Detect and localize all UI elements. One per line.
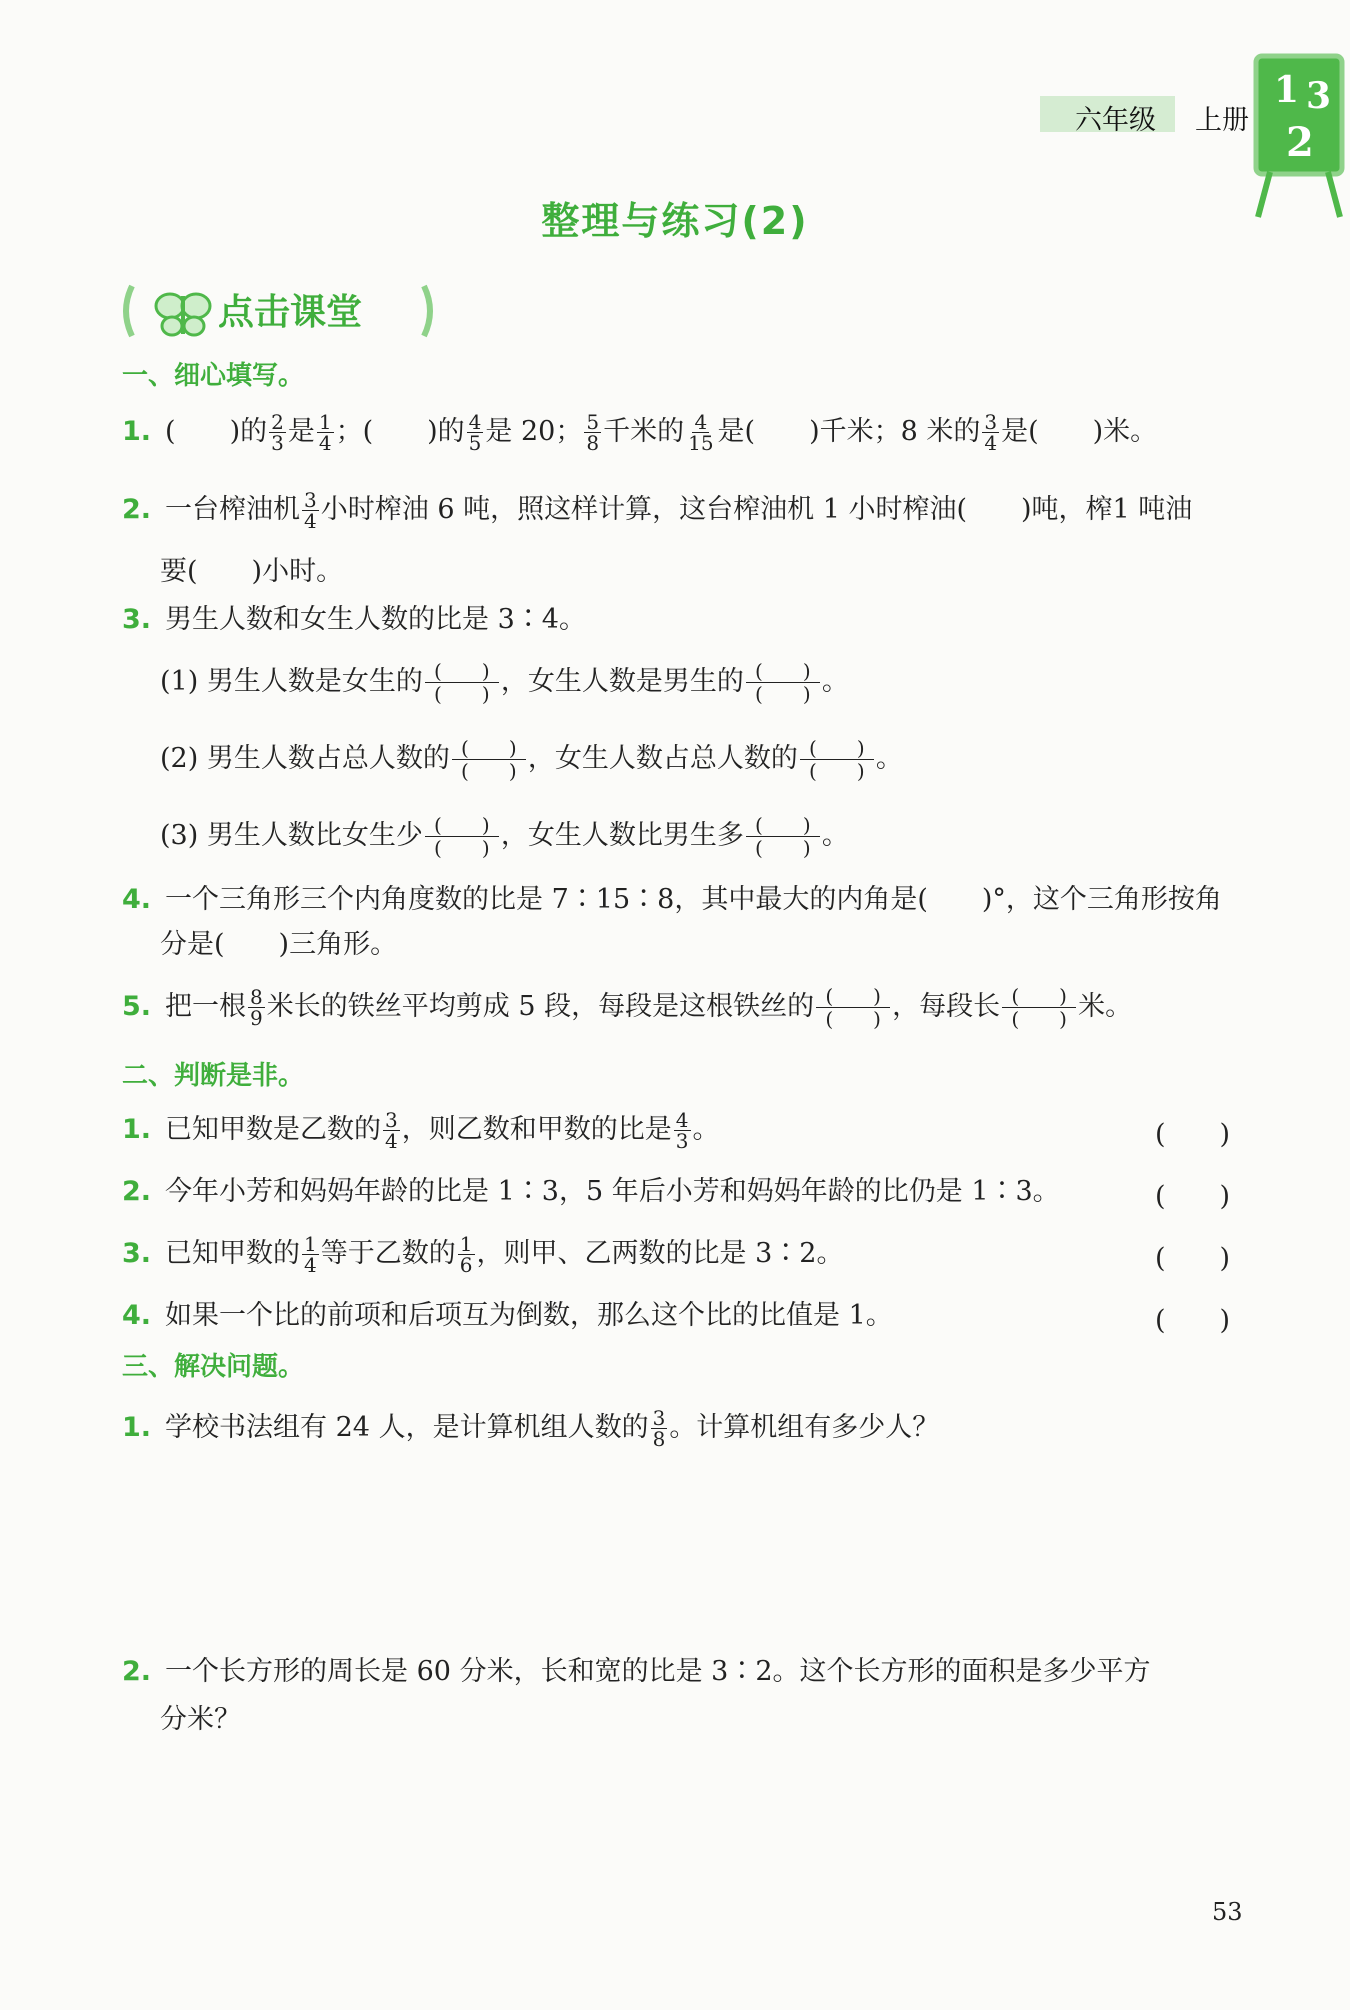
question-1-3: 3. 男生人数和女生人数的比是 3∶4。: [122, 604, 586, 635]
fraction: $\frac{4}{3}$: [675, 1108, 689, 1153]
fraction: $\frac{4}{15}$: [688, 410, 714, 455]
fraction: $\frac{1}{4}$: [318, 410, 332, 455]
answer-paren: ( ): [1155, 1305, 1231, 1336]
question-3-1: 1. 学校书法组有 24 人，是计算机组人数的 $\frac{3}{8}$ 。计算机组有多少人？: [122, 1406, 940, 1451]
volume-label: 上册: [1195, 105, 1249, 136]
grade-label: 六年级: [1075, 105, 1156, 136]
fraction: $\frac{3}{4}$: [304, 488, 317, 533]
fraction: $\frac{1}{6}$: [459, 1232, 473, 1277]
question-2-2: 2. 今年小芳和妈妈年龄的比是 1∶3，5 年后小芳和妈妈年龄的比仍是 1∶3。: [122, 1176, 1060, 1207]
fraction: $\frac{3}{4}$: [984, 410, 998, 455]
section-heading-solve: 三、解决问题。: [122, 1352, 305, 1382]
answer-paren: ( ): [1155, 1243, 1231, 1274]
page-title: 整理与练习(2): [541, 199, 809, 243]
blank-fraction: ( ) ( ): [425, 814, 499, 859]
blank-fraction: ( ) ( ): [746, 814, 820, 859]
answer-paren: ( ): [1155, 1119, 1231, 1150]
question-2-1: 1. 已知甲数是乙数的 $\frac{3}{4}$ ，则乙数和甲数的比是 $\frac{4}{3}$ 。: [122, 1108, 720, 1153]
banner-text: 点击课堂: [218, 292, 363, 333]
question-3-2-cont: 分米？: [160, 1704, 241, 1735]
question-1-3-2: (2) 男生人数占总人数的 ( ) ( ) ，女生人数占总人数的 ( ) ( ) 。: [160, 736, 903, 783]
blank-fraction: ( ) ( ): [425, 660, 499, 705]
fraction: $\frac{8}{9}$: [250, 985, 263, 1030]
question-1-3-1: (1) 男生人数是女生的 ( ) ( ) ，女生人数是男生的 ( ) ( ) 。: [160, 659, 849, 706]
fraction: $\frac{1}{4}$: [304, 1232, 317, 1277]
fraction: $\frac{3}{8}$: [652, 1406, 666, 1451]
question-1-1: 1. ( )的 $\frac{2}{3}$ 是 $\frac{1}{4}$ ；( )的 $\frac{4}{5}$ 是 20； $\frac{5}{8}$ 千米的 $\frac{4}{15}$ 是( )千米；8 米的 $\frac{3}{4}$ 是( )米。: [122, 410, 1158, 455]
blank-fraction: ( ) ( ): [452, 737, 526, 782]
fraction: $\frac{4}{5}$: [468, 410, 482, 455]
board-digit-1: 1: [1274, 69, 1300, 111]
answer-paren: ( ): [1155, 1181, 1231, 1212]
question-2-4: 4. 如果一个比的前项和后项互为倒数，那么这个比的比值是 1。: [122, 1300, 893, 1331]
page-number: 53: [1212, 1898, 1243, 1926]
question-2-3: 3. 已知甲数的 $\frac{1}{4}$ 等于乙数的 $\frac{1}{6}$ ，则甲、乙两数的比是 3∶2。: [122, 1232, 844, 1277]
question-3-2: 2. 一个长方形的周长是 60 分米，长和宽的比是 3∶2。这个长方形的面积是多少平方: [122, 1656, 1151, 1687]
question-1-4-cont: 分是( )三角形。: [160, 929, 398, 960]
blank-fraction: ( ) ( ): [816, 985, 890, 1030]
question-1-2: 2. 一台榨油机 $\frac{3}{4}$ 小时榨油 6 吨，照这样计算，这台榨油机 1 小时榨油( )吨，榨1 吨油: [122, 488, 1193, 533]
blank-fraction: ( ) ( ): [1002, 985, 1076, 1030]
blank-fraction: ( ) ( ): [800, 737, 874, 782]
section-banner: [118, 278, 438, 344]
question-1-3-3: (3) 男生人数比女生少 ( ) ( ) ，女生人数比男生多 ( ) ( ) 。: [160, 813, 849, 860]
butterfly-icon: [156, 294, 210, 335]
fraction: $\frac{5}{8}$: [586, 410, 600, 455]
fraction: $\frac{2}{3}$: [271, 410, 284, 455]
question-1-5: 5. 把一根 $\frac{8}{9}$ 米长的铁丝平均剪成 5 段，每段是这根铁丝的 ( ) ( ) ，每段长 ( ) ( ) 米。: [122, 984, 1133, 1031]
section-heading-fill: 一、细心填写。: [122, 361, 305, 391]
section-heading-judge: 二、判断是非。: [122, 1061, 305, 1091]
blank-fraction: ( ) ( ): [746, 660, 820, 705]
board-digit-3: 3: [1306, 75, 1332, 117]
question-1-4: 4. 一个三角形三个内角度数的比是 7∶15∶8，其中最大的内角是( )°，这个三角形按角: [122, 884, 1222, 915]
fraction: $\frac{3}{4}$: [385, 1108, 398, 1153]
question-1-2-cont: 要( )小时。: [160, 556, 344, 587]
board-digit-2: 2: [1286, 119, 1314, 166]
